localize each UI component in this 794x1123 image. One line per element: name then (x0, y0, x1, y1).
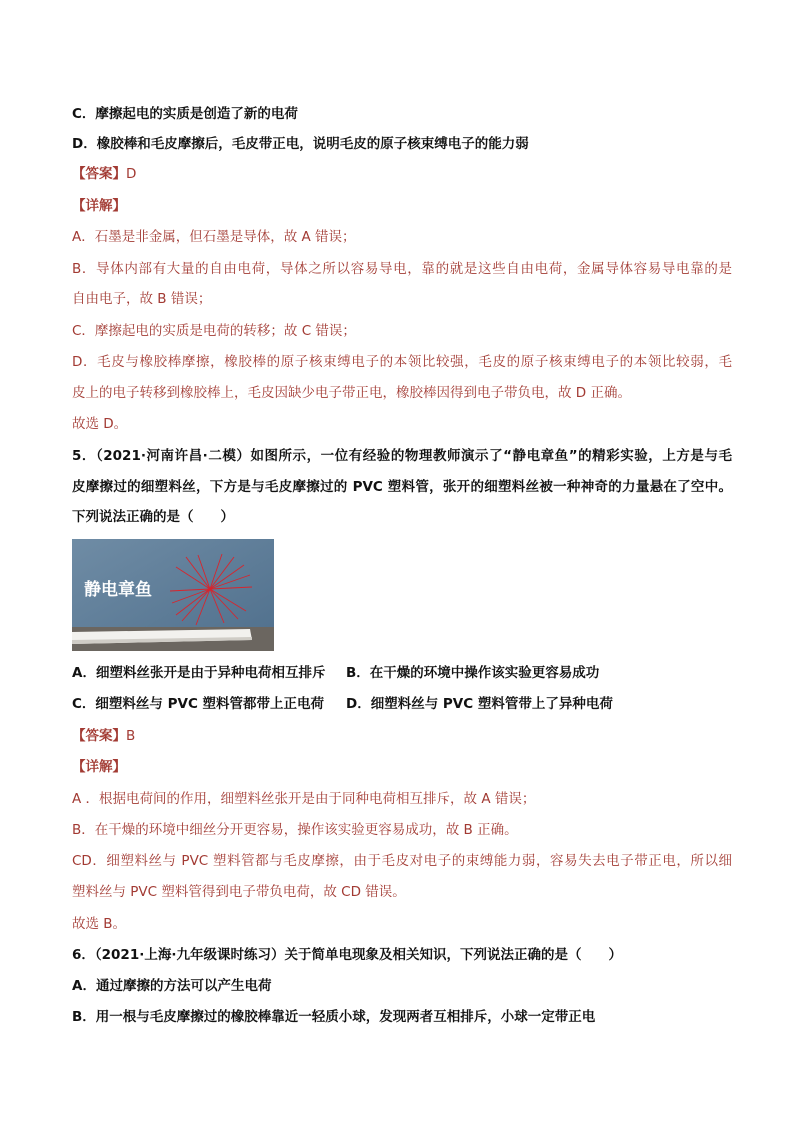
static-octopus-photo (72, 539, 274, 651)
q5-stem-line2: 皮摩擦过的细塑料丝，下方是与毛皮摩擦过的 PVC 塑料管，张开的细塑料丝被一种神奇的力量悬在了空中。 (72, 479, 732, 495)
q4-detail-tag: 【详解】 (72, 198, 126, 214)
q6-option-b: B．用一根与毛皮摩擦过的橡胶棒靠近一轻质小球，发现两者互相排斥，小球一定带正电 (72, 1009, 596, 1025)
q6-stem: 6．（2021·上海·九年级课时练习）关于简单电现象及相关知识，下列说法正确的是（ ） (72, 947, 622, 963)
q5-explanation-a: A ．根据电荷间的作用，细塑料丝张开是由于同种电荷相互排斥，故 A 错误； (72, 791, 536, 807)
q5-explanation-cd-line2: 塑料丝与 PVC 塑料管得到电子带负电荷，故 CD 错误。 (72, 884, 406, 900)
q5-stem-line1: 5．（2021·河南许昌·二模）如图所示，一位有经验的物理教师演示了“静电章鱼”的精彩实验，上方是与毛 (72, 448, 732, 464)
answer-value: B (126, 728, 136, 744)
q5-option-c: C．细塑料丝与 PVC 塑料管都带上正电荷 (72, 696, 325, 712)
q5-option-d: D．细塑料丝与 PVC 塑料管带上了异种电荷 (346, 696, 613, 712)
q5-conclusion: 故选 B。 (72, 916, 127, 932)
q6-option-a: A．通过摩擦的方法可以产生电荷 (72, 978, 272, 994)
answer-value: D (126, 166, 137, 182)
q5-stem-line3: 下列说法正确的是（ ） (72, 509, 234, 525)
q4-explanation-b-line1: B．导体内部有大量的自由电荷，导体之所以容易导电，靠的就是这些自由电荷，金属导体容易导电靠的是 (72, 261, 732, 277)
q5-detail-tag: 【详解】 (72, 759, 126, 775)
q5-option-b: B．在干燥的环境中操作该实验更容易成功 (346, 665, 600, 681)
q5-option-a: A．细塑料丝张开是由于异种电荷相互排斥 (72, 665, 326, 681)
q4-option-d: D．橡胶棒和毛皮摩擦后，毛皮带正电，说明毛皮的原子核束缚电子的能力弱 (72, 136, 529, 152)
q4-option-c: C．摩擦起电的实质是创造了新的电荷 (72, 106, 298, 122)
q5-answer (72, 726, 732, 746)
q4-explanation-d-line2: 皮上的电子转移到橡胶棒上，毛皮因缺少电子带正电，橡胶棒因得到电子带负电，故 D 正确。 (72, 385, 631, 401)
answer-tag: 【答案】 (72, 728, 126, 744)
q4-explanation-a: A．石墨是非金属，但石墨是导体，故 A 错误； (72, 229, 356, 245)
q4-answer (72, 164, 732, 184)
q5-explanation-b: B．在干燥的环境中细丝分开更容易，操作该实验更容易成功，故 B 正确。 (72, 822, 518, 838)
photo-illustration (72, 539, 274, 651)
q4-explanation-b-line2: 自由电子，故 B 错误； (72, 291, 212, 307)
q4-explanation-d-line1: D．毛皮与橡胶棒摩擦，橡胶棒的原子核束缚电子的本领比较强，毛皮的原子核束缚电子的本领比较弱，毛 (72, 354, 732, 370)
answer-tag: 【答案】 (72, 166, 126, 182)
q5-explanation-cd-line1: CD．细塑料丝与 PVC 塑料管都与毛皮摩擦，由于毛皮对电子的束缚能力弱，容易失去电子带正电，所以细 (72, 853, 732, 869)
photo-caption: 静电章鱼 (84, 580, 152, 600)
q4-explanation-c: C．摩擦起电的实质是电荷的转移；故 C 错误； (72, 323, 356, 339)
q4-conclusion: 故选 D。 (72, 416, 128, 432)
